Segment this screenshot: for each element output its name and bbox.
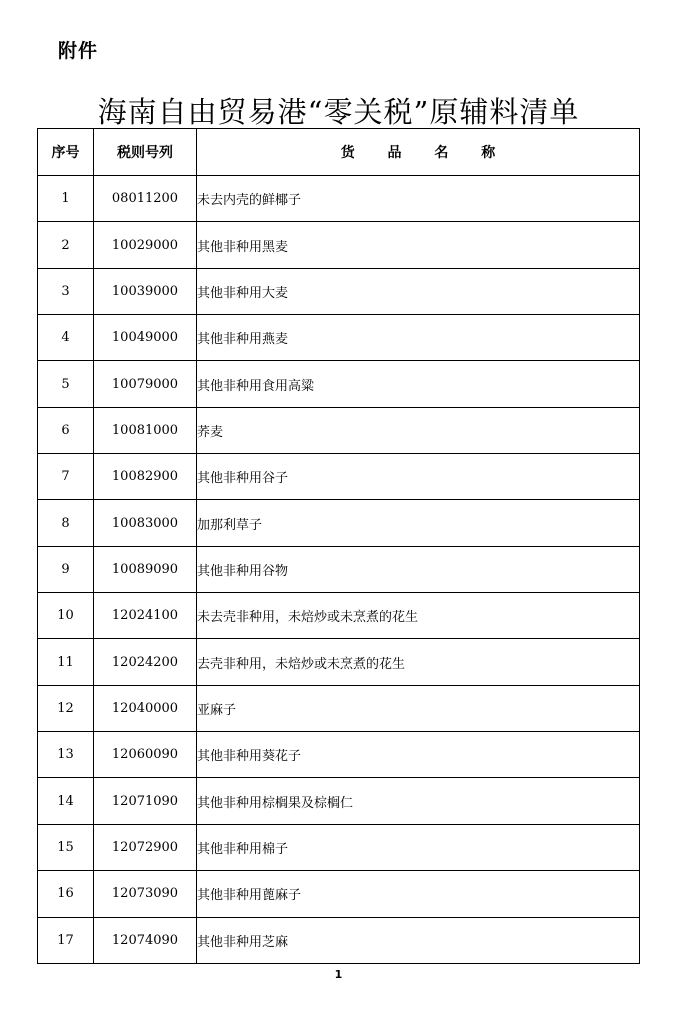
goods-name: 未去内壳的鲜椰子 [197, 176, 640, 222]
row-index: 14 [38, 778, 94, 824]
tariff-code: 12024200 [94, 639, 197, 685]
table-row [38, 685, 640, 731]
goods-name: 其他非种用葵花子 [197, 732, 640, 778]
row-index: 10 [38, 593, 94, 639]
row-index: 13 [38, 732, 94, 778]
goods-name: 去壳非种用，未焙炒或未烹煮的花生 [197, 639, 640, 685]
row-index: 17 [38, 917, 94, 963]
table-row [38, 315, 640, 361]
goods-name: 其他非种用芝麻 [197, 917, 640, 963]
column-header-code: 税则号列 [94, 129, 197, 176]
table-row [38, 546, 640, 592]
table-row [38, 639, 640, 685]
tariff-code: 12040000 [94, 685, 197, 731]
goods-name: 其他非种用食用高粱 [197, 361, 640, 407]
page-number: 1 [334, 968, 343, 981]
table-row [38, 917, 640, 963]
row-index: 16 [38, 871, 94, 917]
tariff-code: 10049000 [94, 315, 197, 361]
goods-name: 未去壳非种用，未焙炒或未烹煮的花生 [197, 593, 640, 639]
table-row [38, 871, 640, 917]
goods-name: 亚麻子 [197, 685, 640, 731]
tariff-code: 12073090 [94, 871, 197, 917]
attachment-label: 附件 [58, 40, 99, 62]
goods-name: 其他非种用黑麦 [197, 222, 640, 268]
table-row [38, 593, 640, 639]
tariff-code: 10029000 [94, 222, 197, 268]
row-index: 1 [38, 176, 94, 222]
row-index: 8 [38, 500, 94, 546]
table-row [38, 500, 640, 546]
column-header-name: 货 品 名 称 [197, 129, 640, 176]
goods-name: 其他非种用谷子 [197, 454, 640, 500]
tariff-code: 12060090 [94, 732, 197, 778]
tariff-code: 12074090 [94, 917, 197, 963]
tariff-code: 10083000 [94, 500, 197, 546]
table-row [38, 268, 640, 314]
table-body [38, 176, 640, 964]
tariff-code: 10089090 [94, 546, 197, 592]
row-index: 6 [38, 407, 94, 453]
row-index: 5 [38, 361, 94, 407]
goods-name: 其他非种用棕榈果及棕榈仁 [197, 778, 640, 824]
tariff-code: 10079000 [94, 361, 197, 407]
row-index: 4 [38, 315, 94, 361]
tariff-code: 12071090 [94, 778, 197, 824]
table-row [38, 222, 640, 268]
table-row [38, 361, 640, 407]
table-row [38, 407, 640, 453]
table-row [38, 824, 640, 870]
row-index: 11 [38, 639, 94, 685]
row-index: 7 [38, 454, 94, 500]
goods-name: 荞麦 [197, 407, 640, 453]
row-index: 9 [38, 546, 94, 592]
table-row [38, 778, 640, 824]
table-row [38, 732, 640, 778]
table-header-row [38, 129, 640, 176]
tariff-code: 12072900 [94, 824, 197, 870]
goods-name: 其他非种用燕麦 [197, 315, 640, 361]
goods-name: 其他非种用蓖麻子 [197, 871, 640, 917]
table-row [38, 176, 640, 222]
goods-name: 其他非种用棉子 [197, 824, 640, 870]
goods-name: 其他非种用大麦 [197, 268, 640, 314]
document-title: 海南自由贸易港“零关税”原辅料清单 [97, 95, 580, 129]
column-header-index: 序号 [38, 129, 94, 176]
goods-table [37, 128, 640, 964]
tariff-code: 08011200 [94, 176, 197, 222]
table-row [38, 454, 640, 500]
tariff-code: 10082900 [94, 454, 197, 500]
goods-name: 加那利草子 [197, 500, 640, 546]
row-index: 15 [38, 824, 94, 870]
tariff-code: 12024100 [94, 593, 197, 639]
tariff-code: 10081000 [94, 407, 197, 453]
row-index: 2 [38, 222, 94, 268]
row-index: 3 [38, 268, 94, 314]
goods-name: 其他非种用谷物 [197, 546, 640, 592]
tariff-code: 10039000 [94, 268, 197, 314]
row-index: 12 [38, 685, 94, 731]
